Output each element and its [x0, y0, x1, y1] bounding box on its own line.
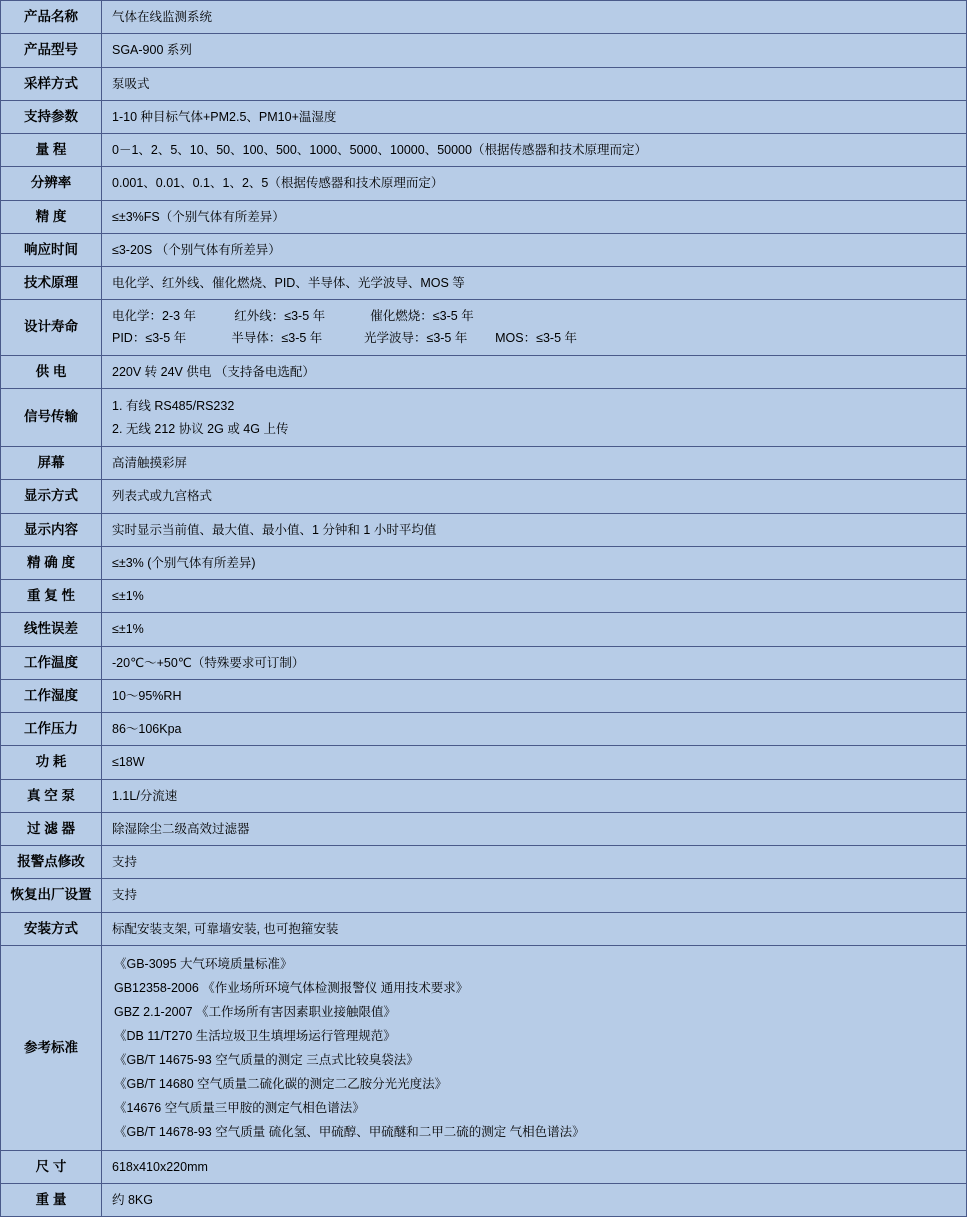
row-label: 线性误差	[1, 613, 102, 646]
row-value: ≤±1%	[102, 580, 967, 613]
table-row	[1, 546, 967, 579]
table-row	[1, 389, 967, 447]
table-row	[1, 779, 967, 812]
table-row	[1, 300, 967, 356]
row-value: 泵吸式	[102, 67, 967, 100]
table-row	[1, 945, 967, 1150]
row-value: 高清触摸彩屏	[102, 447, 967, 480]
table-row	[1, 912, 967, 945]
row-value: ≤18W	[102, 746, 967, 779]
row-value-line: 《GB/T 14680 空气质量二硫化碳的测定二乙胺分光光度法》	[114, 1076, 448, 1091]
row-value: 列表式或九宫格式	[102, 480, 967, 513]
row-value-line: GB12358-2006 《作业场所环境气体检测报警仪 通用技术要求》	[114, 980, 469, 995]
row-value: 1-10 种目标气体+PM2.5、PM10+温湿度	[102, 100, 967, 133]
row-value: 实时显示当前值、最大值、最小值、1 分钟和 1 小时平均值	[102, 513, 967, 546]
table-row	[1, 267, 967, 300]
row-value	[102, 945, 967, 1150]
table-row	[1, 34, 967, 67]
table-row	[1, 580, 967, 613]
row-value-line: 《14676 空气质量三甲胺的测定气相色谱法》	[114, 1100, 365, 1115]
row-value: ≤3-20S （个别气体有所差异）	[102, 233, 967, 266]
row-label: 恢复出厂设置	[1, 879, 102, 912]
table-row	[1, 134, 967, 167]
table-row	[1, 1184, 967, 1217]
row-value: 除湿除尘二级高效过滤器	[102, 812, 967, 845]
row-value: ≤±3%FS（个别气体有所差异）	[102, 200, 967, 233]
row-value: 1.1L/分流速	[102, 779, 967, 812]
row-value-line: 《GB/T 14675-93 空气质量的测定 三点式比较臭袋法》	[114, 1052, 419, 1067]
row-label: 响应时间	[1, 233, 102, 266]
row-label: 重 复 性	[1, 580, 102, 613]
row-label: 精 度	[1, 200, 102, 233]
row-value-line: 《GB/T 14678-93 空气质量 硫化氢、甲硫醇、甲硫醚和二甲二硫的测定 气相色谱法》	[114, 1124, 585, 1139]
row-label: 工作温度	[1, 646, 102, 679]
table-row	[1, 233, 967, 266]
table-row	[1, 879, 967, 912]
row-label: 参考标准	[1, 945, 102, 1150]
row-label: 供 电	[1, 355, 102, 388]
row-value: 电化学、红外线、催化燃烧、PID、半导体、光学波导、MOS 等	[102, 267, 967, 300]
row-value: 220V 转 24V 供电 （支持备电选配）	[102, 355, 967, 388]
table-row	[1, 1150, 967, 1183]
row-label: 功 耗	[1, 746, 102, 779]
table-row	[1, 355, 967, 388]
row-value: ≤±3% (个别气体有所差异)	[102, 546, 967, 579]
row-label: 工作湿度	[1, 679, 102, 712]
row-value: 618x410x220mm	[102, 1150, 967, 1183]
row-label: 尺 寸	[1, 1150, 102, 1183]
row-label: 支持参数	[1, 100, 102, 133]
row-value: 约 8KG	[102, 1184, 967, 1217]
table-row	[1, 100, 967, 133]
table-row	[1, 447, 967, 480]
row-label: 真 空 泵	[1, 779, 102, 812]
row-label: 显示方式	[1, 480, 102, 513]
row-value: ≤±1%	[102, 613, 967, 646]
table-row	[1, 646, 967, 679]
table-row	[1, 1, 967, 34]
row-label: 信号传输	[1, 389, 102, 447]
row-label: 量 程	[1, 134, 102, 167]
table-row	[1, 679, 967, 712]
row-value-line: 《DB 11/T270 生活垃圾卫生填埋场运行管理规范》	[114, 1028, 396, 1043]
row-value: 气体在线监测系统	[102, 1, 967, 34]
row-value: 支持	[102, 846, 967, 879]
row-value: 10～95%RH	[102, 679, 967, 712]
table-body	[1, 1, 967, 1217]
row-value-line: 电化学：2-3 年 红外线：≤3-5 年 催化燃烧：≤3-5 年	[112, 309, 474, 324]
table-row	[1, 746, 967, 779]
row-value: 标配安装支架, 可靠墙安装, 也可抱箍安装	[102, 912, 967, 945]
row-label: 技术原理	[1, 267, 102, 300]
table-row	[1, 812, 967, 845]
row-label: 分辨率	[1, 167, 102, 200]
row-value-line: 1. 有线 RS485/RS232	[112, 399, 235, 413]
table-row	[1, 167, 967, 200]
row-value-line: GBZ 2.1-2007 《工作场所有害因素职业接触限值》	[114, 1004, 396, 1019]
row-value: SGA-900 系列	[102, 34, 967, 67]
row-value-line: 2. 无线 212 协议 2G 或 4G 上传	[112, 421, 289, 436]
row-value	[102, 389, 967, 447]
row-label: 产品名称	[1, 1, 102, 34]
row-label: 产品型号	[1, 34, 102, 67]
row-label: 屏幕	[1, 447, 102, 480]
row-label: 过 滤 器	[1, 812, 102, 845]
row-label: 精 确 度	[1, 546, 102, 579]
row-label: 重 量	[1, 1184, 102, 1217]
row-value: -20℃～+50℃（特殊要求可订制）	[102, 646, 967, 679]
table-row	[1, 200, 967, 233]
row-value	[102, 300, 967, 356]
table-row	[1, 613, 967, 646]
row-label: 报警点修改	[1, 846, 102, 879]
table-row	[1, 846, 967, 879]
table-row	[1, 713, 967, 746]
row-label: 显示内容	[1, 513, 102, 546]
row-label: 工作压力	[1, 713, 102, 746]
row-value: 0.001、0.01、0.1、1、2、5（根据传感器和技术原理而定）	[102, 167, 967, 200]
row-value: 0－1、2、5、10、50、100、500、1000、5000、10000、50000（根据传感器和技术原理而定）	[102, 134, 967, 167]
row-value-line: 《GB-3095 大气环境质量标准》	[114, 956, 293, 971]
row-value: 支持	[102, 879, 967, 912]
table-row	[1, 513, 967, 546]
row-label: 安装方式	[1, 912, 102, 945]
table-row	[1, 67, 967, 100]
row-value: 86～106Kpa	[102, 713, 967, 746]
row-value-line: PID：≤3-5 年 半导体：≤3-5 年 光学波导：≤3-5 年 MOS：≤3-5 年	[112, 330, 578, 345]
table-row	[1, 480, 967, 513]
row-label: 设计寿命	[1, 300, 102, 356]
row-label: 采样方式	[1, 67, 102, 100]
